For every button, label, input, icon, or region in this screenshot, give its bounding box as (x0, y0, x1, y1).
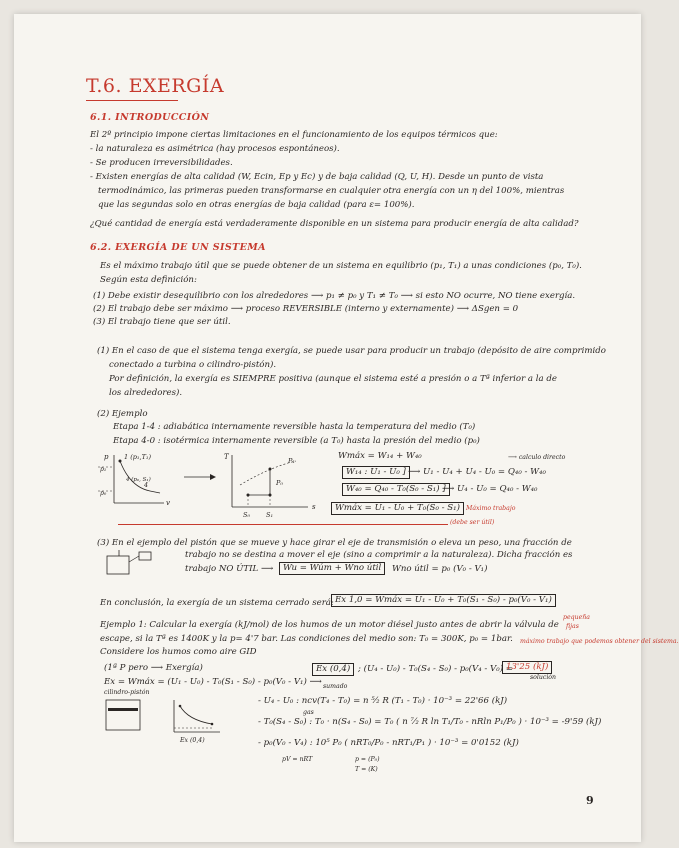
side-note-fixed: fijas (566, 623, 579, 630)
w40-eq: W₄₀ = Q₄₀ - T₀(S₀ - S₁) ] (342, 483, 450, 496)
term-u: - U₄ - U₀ : ncv(T₄ - T₀) = n ⁵⁄₂ R (T₁ - T₀) · 10⁻³ = 22'66 (kJ) (258, 696, 508, 706)
note-1-line: los alrededores). (109, 388, 183, 398)
note-3-line: trabajo NO ÚTIL ⟶ (185, 564, 274, 574)
condition-2: (2) El trabajo debe ser máximo ⟶ proceso REVERSIBLE (interno y externamente) ⟶ ΔSgen = 0 (93, 304, 519, 314)
piston-sketch (105, 550, 157, 576)
cylinder-label: cilindro-pistón (104, 689, 150, 696)
note-3-line: (3) En el ejemplo del pistón que se mueve y hace girar el eje de transmisión o eleva un peso, una fracción de (97, 538, 572, 548)
intro-bullet: - Se producen irreversibilidades. (90, 158, 233, 168)
page-number: 9 (586, 794, 594, 807)
t-axis-label: T (224, 453, 229, 461)
side-note-max-work: máximo trabajo que podemos obtener del sistema. (520, 638, 679, 645)
definition-line: Es el máximo trabajo útil que se puede obtener de un sistema en equilibrio (p₁, T₁) a unas condiciones (p₀, T₀). (100, 261, 582, 271)
intro-bullet: que las segundas solo en otras energías de baja calidad (para ε= 100%). (98, 200, 415, 210)
energy-balance-1: ⟶ U₁ - U₄ + U₄ - U₀ = Q₄₀ - W₄₀ (408, 467, 546, 477)
term-v: - p₀(V₀ - V₄) : 10⁵ P₀ ( nRT₀/P₀ - nRT₁/P₁ ) · 10⁻³ = 0'0152 (kJ) (258, 738, 519, 748)
point-4-label: 4 (144, 481, 149, 489)
title-underline (86, 100, 178, 101)
s-axis-label: s (312, 503, 316, 511)
thermo-diagrams (100, 447, 330, 527)
max-work-note: Máximo trabajo (466, 505, 516, 512)
example-sketches (104, 698, 244, 742)
example-line: escape, si la Tª es 1400K y la p= 4'7 bar. Las condiciones del medio son: T₀ = 300K, p₀ = 1bar. (100, 634, 513, 644)
note-1-line: Por definición, la exergía es SIEMPRE positiva (aunque el sistema esté a presión o a Tª inferior a la de (109, 374, 557, 384)
condition-3: (3) El trabajo tiene que ser útil. (93, 317, 231, 327)
example-step: (1ª P pero ⟶ Exergía) (104, 663, 203, 673)
ideal-gas-note: pV = nRT (282, 756, 313, 763)
max-work-note-2: (debe ser útil) (450, 519, 495, 526)
s1-label: S₁ (266, 511, 274, 519)
unit-note-t: T = (K) (355, 766, 378, 773)
example-line: Considere los humos como aire GID (100, 647, 257, 657)
conclusion-text: En conclusión, la exergía de un sistema cerrado será: (100, 598, 334, 608)
p-axis-label: p (104, 453, 109, 461)
intro-bullet: - la naturaleza es asimétrica (hay procesos espontáneos). (90, 144, 340, 154)
example-exergy-eq: Ex = Wmáx = (U₁ - U₀) - T₀(S₁ - S₀) - p₀(V₀ - V₁) ⟶ (104, 677, 322, 687)
v-axis-label: v (166, 499, 170, 507)
solution-label: solución (530, 674, 557, 681)
note-3-line: trabajo no se destina a mover el eje (sino a comprimir a la naturaleza). Dicha fracción es (185, 550, 573, 560)
point-1-label: 1 (p₁,T₁) (124, 453, 152, 461)
note-1-line: (1) En el caso de que el sistema tenga exergía, se puede usar para producir un trabajo (depósito de aire comprimido (97, 346, 606, 356)
note-2-heading: (2) Ejemplo (97, 409, 148, 419)
point-0-label: 4 (p₀, S₁) (126, 477, 151, 483)
s0-label: S₀ (243, 511, 251, 519)
unit-note-p: p = (P₀) (355, 756, 380, 763)
w14-eq: W₁₄ : U₁ - U₀ ] (342, 466, 410, 479)
intro-bullet: termodinámico, las primeras pueden transformarse en cualquier otra energía con un η del 100%, mientras (98, 186, 565, 196)
section-heading-intro: 6.1. INTRODUCCIÓN (90, 112, 210, 123)
section-heading-exergy: 6.2. EXERGÍA DE UN SISTEMA (90, 242, 266, 253)
p0-mark: p₀ (100, 490, 107, 497)
useful-work-eq: Wu = Wúm + Wno útil (279, 562, 385, 575)
note-1-line: conectado a turbina o cilindro-pistón). (109, 360, 277, 370)
intro-question: ¿Qué cantidad de energía está verdaderamente disponible en un sistema para producir energía de alta calidad? (90, 219, 579, 229)
ex-04-box: Ex (0,4) (312, 663, 354, 676)
wmax-eq: Wmáx = W₁₄ + W₄₀ (338, 451, 422, 461)
example-line: Ejemplo 1: Calcular la exergía (kJ/mol) de los humos de un motor diésel justo antes de abrir la válvula de (100, 620, 559, 630)
non-useful-work-eq: Wno útil = p₀ (V₀ - V₁) (392, 564, 488, 574)
p1-mark: p₁ (100, 466, 107, 473)
example-result: 13'25 (kJ) (502, 661, 552, 674)
gas-note: gas (303, 709, 314, 716)
direct-calc-tag: ⟶ calculo directo (508, 454, 566, 461)
condition-1: (1) Debe existir desequilibrio con los alrededores ⟶ p₁ ≠ p₀ y T₁ ≠ T₀ ⟶ si esto NO ocurre, NO tiene exergía. (93, 291, 576, 301)
red-arrow-line (118, 524, 448, 525)
intro-line: El 2º principio impone ciertas limitaciones en el funcionamiento de los equipos térmicos que: (90, 130, 498, 140)
wmax-result: Wmáx = U₁ - U₀ + T₀(S₀ - S₁) (331, 502, 464, 515)
p0-curve-label: P₀ (276, 479, 283, 487)
sumado-label: sumado (323, 683, 348, 690)
term-s: - T₀(S₄ - S₀) : T₀ · n(S₄ - S₀) = T₀ ( n ⁷⁄₂ R ln T₁/T₀ - nRln P₁/P₀ ) · 10⁻³ = -9'59 (kJ) (258, 717, 602, 727)
stage-4-0: Etapa 4-0 : isotérmica internamente reversible (a T₀) hasta la presión del medio (p₀) (113, 436, 480, 446)
closed-system-exergy-formula: Ex 1,0 = Wmáx = U₁ - U₀ + T₀(S₁ - S₀) - p₀(V₀ - V₁) (331, 594, 556, 607)
ex-sketch-label: Ex (0,4) (180, 737, 205, 744)
page-title: T.6. EXERGÍA (86, 75, 225, 97)
p1-curve-label: P₁ (288, 457, 295, 465)
intro-bullet: - Existen energías de alta calidad (W, Ecin, Ep y Ec) y de baja calidad (Q, U, H). Desde un punto de vista (90, 172, 544, 182)
side-note-small: pequeña (563, 614, 590, 621)
example-exergy-expansion: ; (U₄ - U₀) - T₀(S₄ - S₀) - p₀(V₄ - V₀) = (358, 664, 513, 674)
energy-balance-2: ⟶ U₄ - U₀ = Q₄₀ - W₄₀ (442, 484, 538, 494)
definition-line: Según esta definición: (100, 275, 197, 285)
stage-1-4: Etapa 1-4 : adiabática internamente reversible hasta la temperatura del medio (T₀) (113, 422, 476, 432)
